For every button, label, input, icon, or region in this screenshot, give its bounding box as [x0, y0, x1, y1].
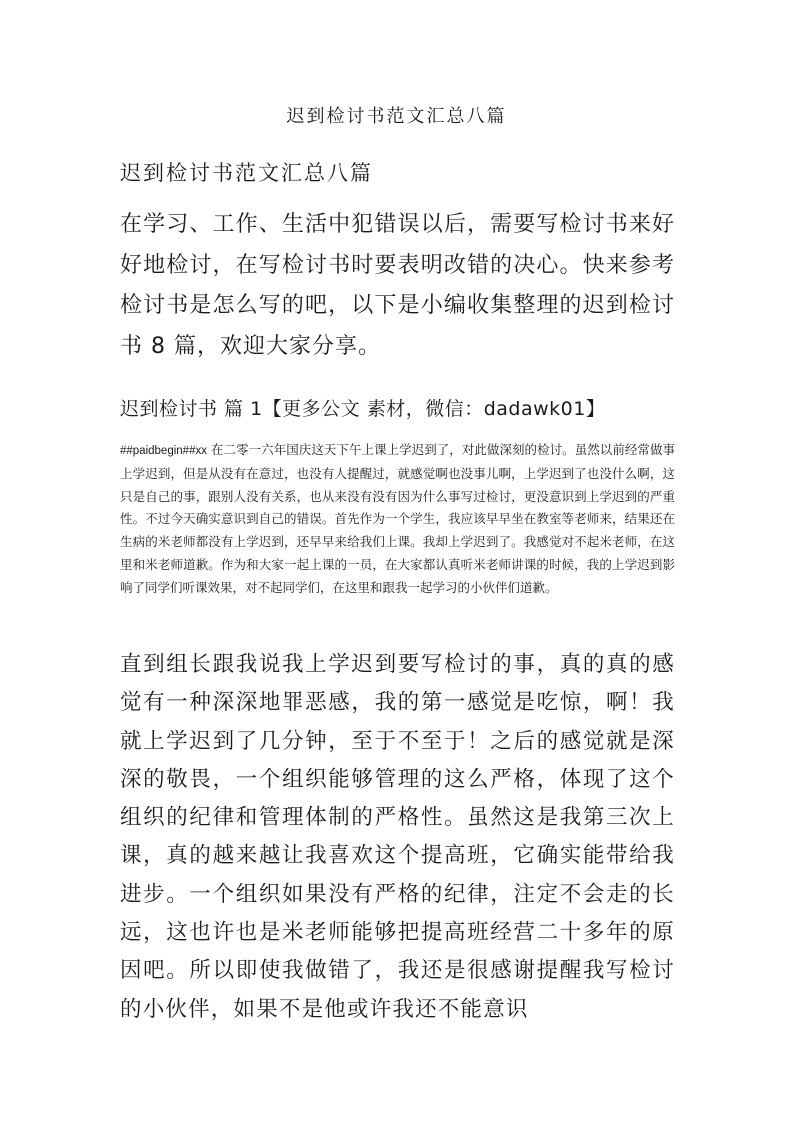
intro-paragraph: 在学习、工作、生活中犯错误以后，需要写检讨书来好好地检讨，在写检讨书时要表明改错的决心。快来参考检讨书是怎么写的吧，以下是小编收集整理的迟到检讨书 8 篇，欢迎大家分享。 [120, 212, 675, 359]
section-heading: 迟到检讨书 篇 1【更多公文 素材，微信：dadawk01】 [120, 398, 606, 420]
document-subtitle: 迟到检讨书范文汇总八篇 [120, 161, 373, 185]
document-title: 迟到检讨书范文汇总八篇 [286, 106, 507, 127]
small-paragraph-text: 在二零一六年国庆这天下午上课上学迟到了，对此做深刻的检讨。虽然以前经常做事上学迟到，但是从没有在意过，也没有人提醒过，就感觉啊也没事儿啊，上学迟到了也没什么啊，这只是自己的事，跟别人没有关系，也从来没有没有因为什么事写过检讨，更没意识到上学迟到的严重性。不过今天确实意识到自己的错误。首先作为一个学生，我应该早早坐在教室等老师来，结果还在生病的米老师都没有上学迟到，还早早来给我们上课。我却上学迟到了。我感觉对不起米老师，在这里和米老师道歉。作为和大家一起上课的一员，在大家都认真听米老师讲课的时候，我的上学迟到影响了同学们听课效果，对不起同学们，在这里和跟我一起学习的小伙伴们道歉。 [120, 442, 675, 595]
body-paragraph: 直到组长跟我说我上学迟到要写检讨的事，真的真的感觉有一种深深地罪恶感，我的第一感觉是吃惊，啊！我就上学迟到了几分钟，至于不至于！之后的感觉就是深深的敬畏，一个组织能够管理的这么严格，体现了这个组织的纪律和管理体制的严格性。虽然这是我第三次上课，真的越来越让我喜欢这个提高班，它确实能带给我进步。一个组织如果没有严格的纪律，注定不会走的长远，这也许也是米老师能够把提高班经营二十多年的原因吧。所以即使我做错了，我还是很感谢提醒我写检讨的小伙伴，如果不是他或许我还不能意识 [120, 652, 675, 1022]
small-paragraph [120, 439, 675, 600]
paid-marker: ##paidbegin##xx [120, 445, 207, 457]
